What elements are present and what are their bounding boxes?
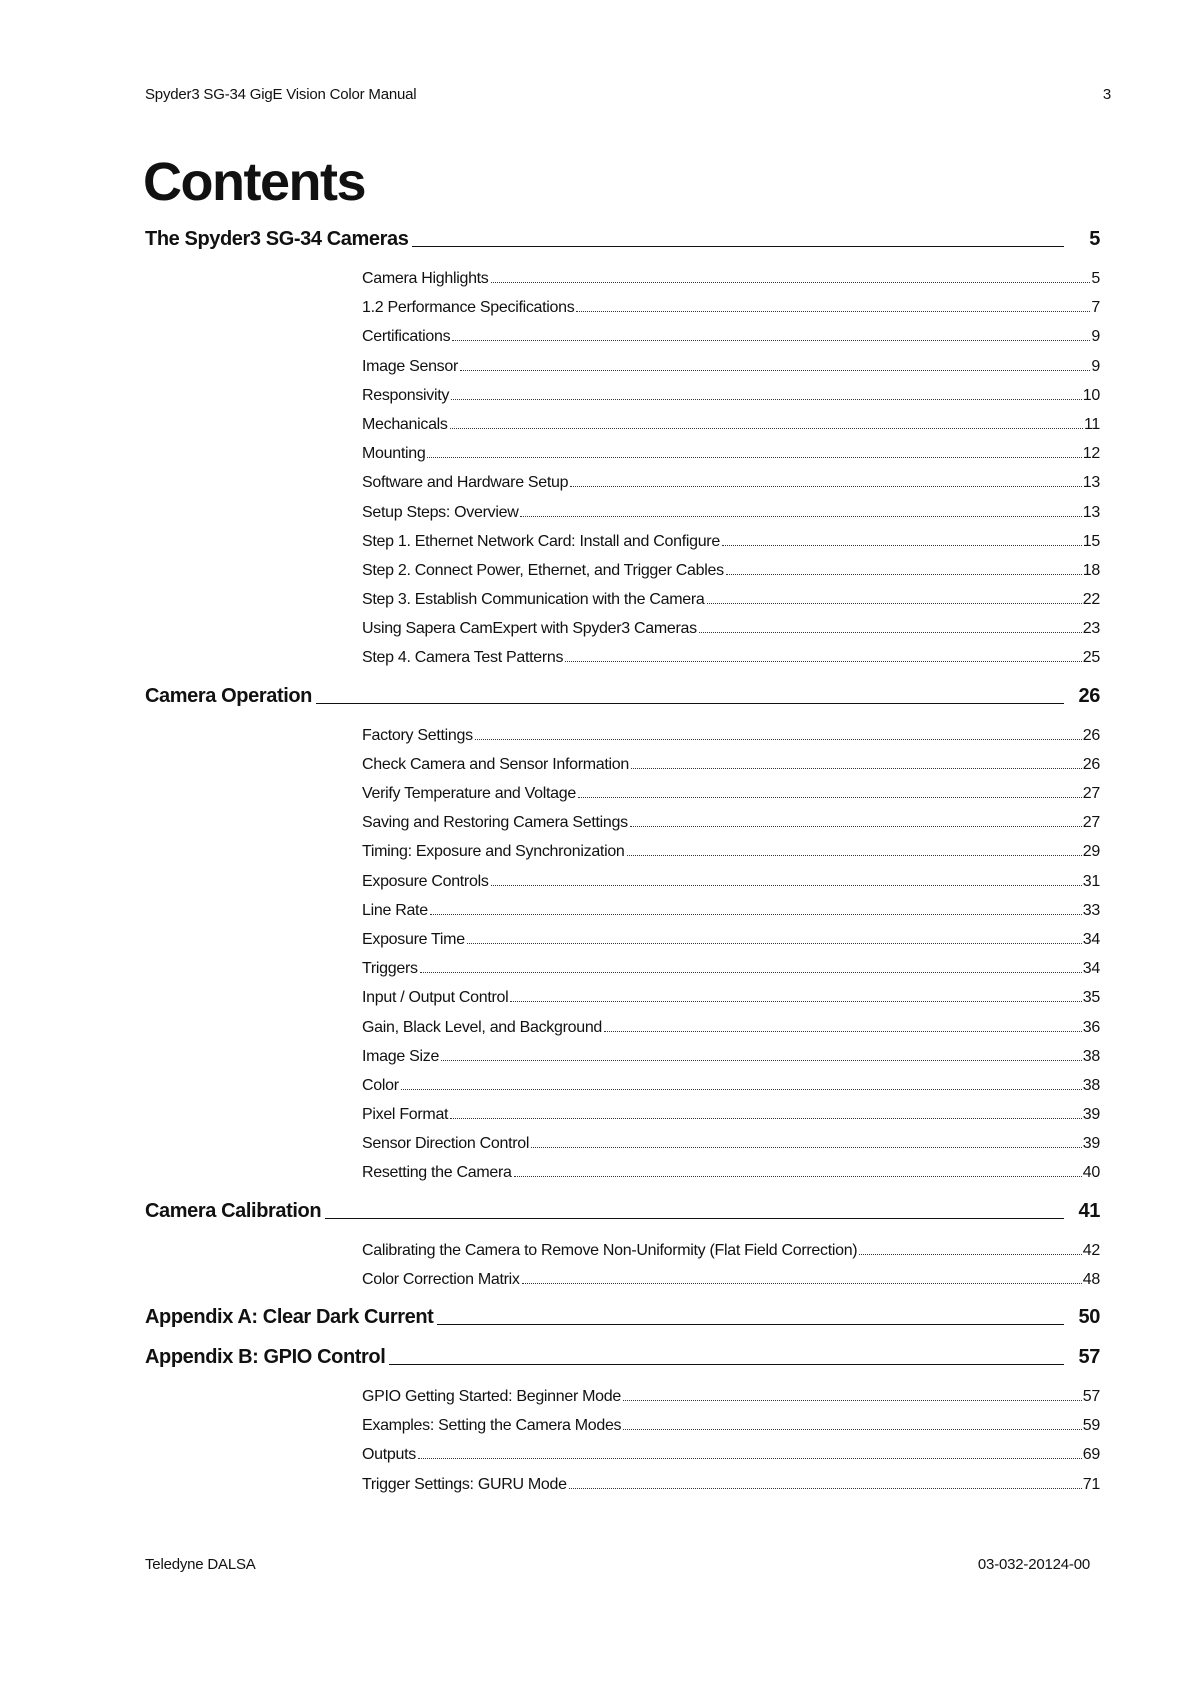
toc-entry[interactable] — [362, 504, 1100, 533]
toc-entry-page: 18 — [1082, 561, 1100, 579]
toc-entry-dot-leader — [565, 661, 1082, 662]
toc-entry-label: Trigger Settings: GURU Mode — [362, 1475, 567, 1493]
toc-chapter-leader — [316, 703, 1064, 704]
footer-company: Teledyne DALSA — [145, 1556, 256, 1573]
toc-entry-label: Gain, Black Level, and Background — [362, 1018, 603, 1036]
toc-entry-label: Check Camera and Sensor Information — [362, 755, 629, 773]
toc-entry-dot-leader — [475, 739, 1082, 740]
toc-entry[interactable] — [362, 902, 1100, 931]
toc-entry-dot-leader — [514, 1176, 1082, 1177]
toc-entry[interactable] — [362, 873, 1100, 902]
toc-entry-label: Factory Settings — [362, 726, 473, 744]
toc-entry[interactable] — [362, 328, 1100, 357]
table-of-contents — [145, 228, 1100, 1511]
toc-entry[interactable] — [362, 1164, 1100, 1193]
toc-entry-dot-leader — [430, 914, 1082, 915]
toc-entry-page: 26 — [1082, 726, 1100, 744]
toc-entry[interactable] — [362, 931, 1100, 960]
toc-entry[interactable] — [362, 756, 1100, 785]
toc-chapter-label: The Spyder3 SG-34 Cameras — [145, 228, 409, 250]
toc-entry-page: 59 — [1082, 1417, 1100, 1435]
toc-entry-dot-leader — [460, 370, 1090, 371]
toc-entry-list — [362, 725, 1100, 1200]
toc-entry-label: Timing: Exposure and Synchronization — [362, 843, 625, 861]
toc-entry-page: 27 — [1082, 785, 1100, 802]
toc-entry-dot-leader — [726, 574, 1082, 575]
toc-entry-label: Camera Highlights — [362, 270, 489, 287]
toc-entry-dot-leader — [520, 516, 1081, 517]
toc-entry-label: Input / Output Control — [362, 989, 509, 1007]
toc-entry-dot-leader — [418, 1458, 1082, 1459]
toc-entry-label: Certifications — [362, 328, 451, 346]
toc-entry[interactable] — [362, 649, 1100, 678]
toc-entry-dot-leader — [699, 632, 1082, 633]
toc-entry[interactable] — [362, 416, 1100, 445]
toc-entry-page: 34 — [1082, 960, 1100, 978]
toc-entry[interactable] — [362, 1417, 1100, 1446]
toc-entry-dot-leader — [859, 1254, 1081, 1255]
toc-entry-dot-leader — [427, 457, 1081, 458]
toc-entry-page: 13 — [1082, 474, 1100, 492]
page-number: 3 — [1102, 86, 1111, 103]
toc-chapter[interactable] — [145, 1346, 1100, 1386]
toc-entry-label: 1.2 Performance Specifications — [362, 299, 575, 317]
toc-entry-dot-leader — [631, 768, 1082, 769]
toc-entry-dot-leader — [441, 1060, 1082, 1061]
toc-entry-dot-leader — [570, 486, 1082, 487]
toc-entry-list — [362, 268, 1100, 685]
footer-doc-number: 03-032-20124-00 — [977, 1556, 1090, 1573]
toc-entry[interactable] — [362, 814, 1100, 843]
toc-entry-dot-leader — [491, 282, 1091, 283]
toc-entry-page: 7 — [1091, 299, 1100, 317]
toc-chapter-label: Appendix A: Clear Dark Current — [145, 1306, 434, 1328]
toc-entry-page: 12 — [1082, 445, 1100, 463]
toc-entry-label: Exposure Controls — [362, 872, 489, 890]
running-header — [145, 86, 1111, 108]
toc-entry[interactable] — [362, 1077, 1100, 1106]
toc-entry-dot-leader — [578, 797, 1082, 798]
toc-entry-dot-leader — [510, 1001, 1081, 1002]
toc-entry-label: Outputs — [362, 1446, 416, 1464]
toc-entry-label: Resetting the Camera — [362, 1164, 512, 1182]
toc-chapter-page: 41 — [1078, 1199, 1100, 1222]
toc-entry-dot-leader — [623, 1400, 1082, 1401]
toc-entry-page: 40 — [1082, 1164, 1100, 1182]
toc-entry-label: Using Sapera CamExpert with Spyder3 Cameras — [362, 620, 697, 638]
toc-entry-label: Responsivity — [362, 386, 450, 404]
toc-entry-page: 48 — [1082, 1270, 1100, 1288]
toc-entry-dot-leader — [569, 1488, 1082, 1489]
toc-entry-page: 33 — [1082, 901, 1100, 919]
toc-entry[interactable] — [362, 445, 1100, 474]
toc-entry-label: Step 2. Connect Power, Ethernet, and Trigger Cables — [362, 561, 724, 579]
manual-title: Spyder3 SG-34 GigE Vision Color Manual — [145, 86, 417, 103]
toc-entry[interactable] — [362, 1446, 1100, 1475]
toc-entry[interactable] — [362, 299, 1100, 328]
toc-entry[interactable] — [362, 1019, 1100, 1048]
toc-entry[interactable] — [362, 387, 1100, 416]
toc-chapter-leader — [412, 246, 1064, 247]
toc-entry-label: Image Size — [362, 1047, 440, 1065]
toc-entry[interactable] — [362, 1476, 1100, 1505]
toc-entry[interactable] — [362, 989, 1100, 1018]
toc-entry-page: 29 — [1082, 843, 1100, 861]
toc-entry-dot-leader — [467, 943, 1082, 944]
toc-entry-page: 13 — [1082, 503, 1100, 521]
toc-entry-dot-leader — [576, 311, 1090, 312]
toc-entry[interactable] — [362, 562, 1100, 591]
toc-entry[interactable] — [362, 843, 1100, 872]
toc-entry-page: 9 — [1091, 328, 1100, 346]
toc-chapter[interactable] — [145, 1200, 1100, 1240]
toc-entry-page: 69 — [1082, 1446, 1100, 1464]
toc-entry-label: Step 3. Establish Communication with the Camera — [362, 591, 705, 609]
toc-entry[interactable] — [362, 1048, 1100, 1077]
toc-chapter-leader — [437, 1324, 1064, 1325]
toc-entry[interactable] — [362, 727, 1100, 756]
toc-entry-page: 10 — [1082, 386, 1100, 404]
toc-entry-label: Software and Hardware Setup — [362, 474, 569, 492]
toc-entry[interactable] — [362, 358, 1100, 387]
toc-entry-page: 11 — [1083, 415, 1100, 433]
toc-entry-page: 31 — [1082, 872, 1100, 890]
toc-entry[interactable] — [362, 533, 1100, 562]
toc-chapter-label: Camera Operation — [145, 684, 312, 707]
toc-entry-label: Step 4. Camera Test Patterns — [362, 649, 564, 667]
toc-entry-label: Examples: Setting the Camera Modes — [362, 1417, 622, 1435]
toc-entry[interactable] — [362, 960, 1100, 989]
toc-chapter-leader — [389, 1364, 1064, 1365]
toc-entry-label: Exposure Time — [362, 930, 465, 948]
toc-entry-label: Sensor Direction Control — [362, 1135, 530, 1153]
toc-entry-page: 38 — [1082, 1076, 1100, 1094]
toc-entry-page: 42 — [1082, 1241, 1100, 1259]
toc-entry-page: 39 — [1082, 1135, 1100, 1153]
toc-entry-dot-leader — [452, 340, 1090, 341]
toc-entry[interactable] — [362, 1135, 1100, 1164]
toc-entry-dot-leader — [522, 1283, 1082, 1284]
toc-chapter-page: 50 — [1078, 1306, 1100, 1328]
toc-chapter-leader — [325, 1218, 1064, 1219]
toc-entry-dot-leader — [401, 1089, 1082, 1090]
toc-chapter-page: 26 — [1078, 684, 1100, 707]
toc-entry[interactable] — [362, 591, 1100, 620]
toc-entry-dot-leader — [707, 603, 1082, 604]
toc-entry-page: 5 — [1091, 270, 1100, 287]
toc-entry-dot-leader — [623, 1429, 1082, 1430]
toc-entry-dot-leader — [420, 972, 1082, 973]
toc-entry[interactable] — [362, 1271, 1100, 1300]
toc-entry-page: 27 — [1082, 814, 1100, 832]
toc-entry-page: 22 — [1082, 591, 1100, 609]
toc-chapter[interactable] — [145, 685, 1100, 725]
toc-entry-label: Setup Steps: Overview — [362, 503, 519, 521]
toc-chapter-label: Camera Calibration — [145, 1199, 322, 1222]
toc-entry-dot-leader — [451, 399, 1082, 400]
toc-entry-page: 36 — [1082, 1018, 1100, 1036]
page-title: Contents — [143, 152, 365, 212]
toc-entry-label: Saving and Restoring Camera Settings — [362, 814, 628, 832]
toc-entry-label: Triggers — [362, 960, 418, 978]
toc-entry-label: Color Correction Matrix — [362, 1270, 520, 1288]
toc-entry-dot-leader — [491, 885, 1082, 886]
toc-entry-dot-leader — [450, 428, 1083, 429]
toc-chapter-label: Appendix B: GPIO Control — [145, 1346, 386, 1368]
toc-entry[interactable] — [362, 474, 1100, 503]
toc-entry-dot-leader — [722, 545, 1082, 546]
toc-entry-label: Mounting — [362, 445, 426, 463]
toc-entry-page: 39 — [1082, 1106, 1100, 1124]
toc-entry-dot-leader — [627, 855, 1082, 856]
toc-entry-page: 23 — [1082, 620, 1100, 638]
toc-chapter-page: 5 — [1089, 228, 1100, 250]
toc-entry-label: Verify Temperature and Voltage — [362, 785, 576, 802]
toc-entry-list — [362, 1386, 1100, 1511]
toc-entry-dot-leader — [531, 1147, 1082, 1148]
toc-entry[interactable] — [362, 1242, 1100, 1271]
toc-entry[interactable] — [362, 785, 1100, 814]
toc-chapter-page: 57 — [1078, 1346, 1100, 1368]
toc-entry-page: 71 — [1082, 1475, 1100, 1493]
toc-entry-label: Calibrating the Camera to Remove Non-Uniformity (Flat Field Correction) — [362, 1241, 858, 1259]
toc-entry-label: GPIO Getting Started: Beginner Mode — [362, 1388, 621, 1405]
toc-entry-page: 25 — [1082, 649, 1100, 667]
toc-entry-page: 9 — [1091, 357, 1100, 375]
toc-entry-label: Step 1. Ethernet Network Card: Install and Configure — [362, 532, 720, 550]
toc-entry-dot-leader — [450, 1118, 1082, 1119]
toc-entry-list — [362, 1240, 1100, 1306]
toc-chapter[interactable] — [145, 1306, 1100, 1346]
toc-entry-label: Image Sensor — [362, 357, 459, 375]
toc-entry-page: 57 — [1082, 1388, 1100, 1405]
toc-entry-page: 35 — [1082, 989, 1100, 1007]
toc-entry-page: 15 — [1082, 532, 1100, 550]
toc-entry-page: 38 — [1082, 1047, 1100, 1065]
toc-entry[interactable] — [362, 1388, 1100, 1417]
toc-entry[interactable] — [362, 270, 1100, 299]
toc-entry-page: 34 — [1082, 930, 1100, 948]
toc-entry[interactable] — [362, 1106, 1100, 1135]
toc-entry-dot-leader — [604, 1031, 1082, 1032]
toc-entry-page: 26 — [1082, 755, 1100, 773]
toc-entry-label: Color — [362, 1076, 399, 1094]
toc-entry-label: Line Rate — [362, 901, 428, 919]
toc-entry-label: Pixel Format — [362, 1106, 449, 1124]
toc-entry-dot-leader — [630, 826, 1082, 827]
toc-entry-label: Mechanicals — [362, 415, 448, 433]
toc-chapter[interactable] — [145, 228, 1100, 268]
toc-entry[interactable] — [362, 620, 1100, 649]
